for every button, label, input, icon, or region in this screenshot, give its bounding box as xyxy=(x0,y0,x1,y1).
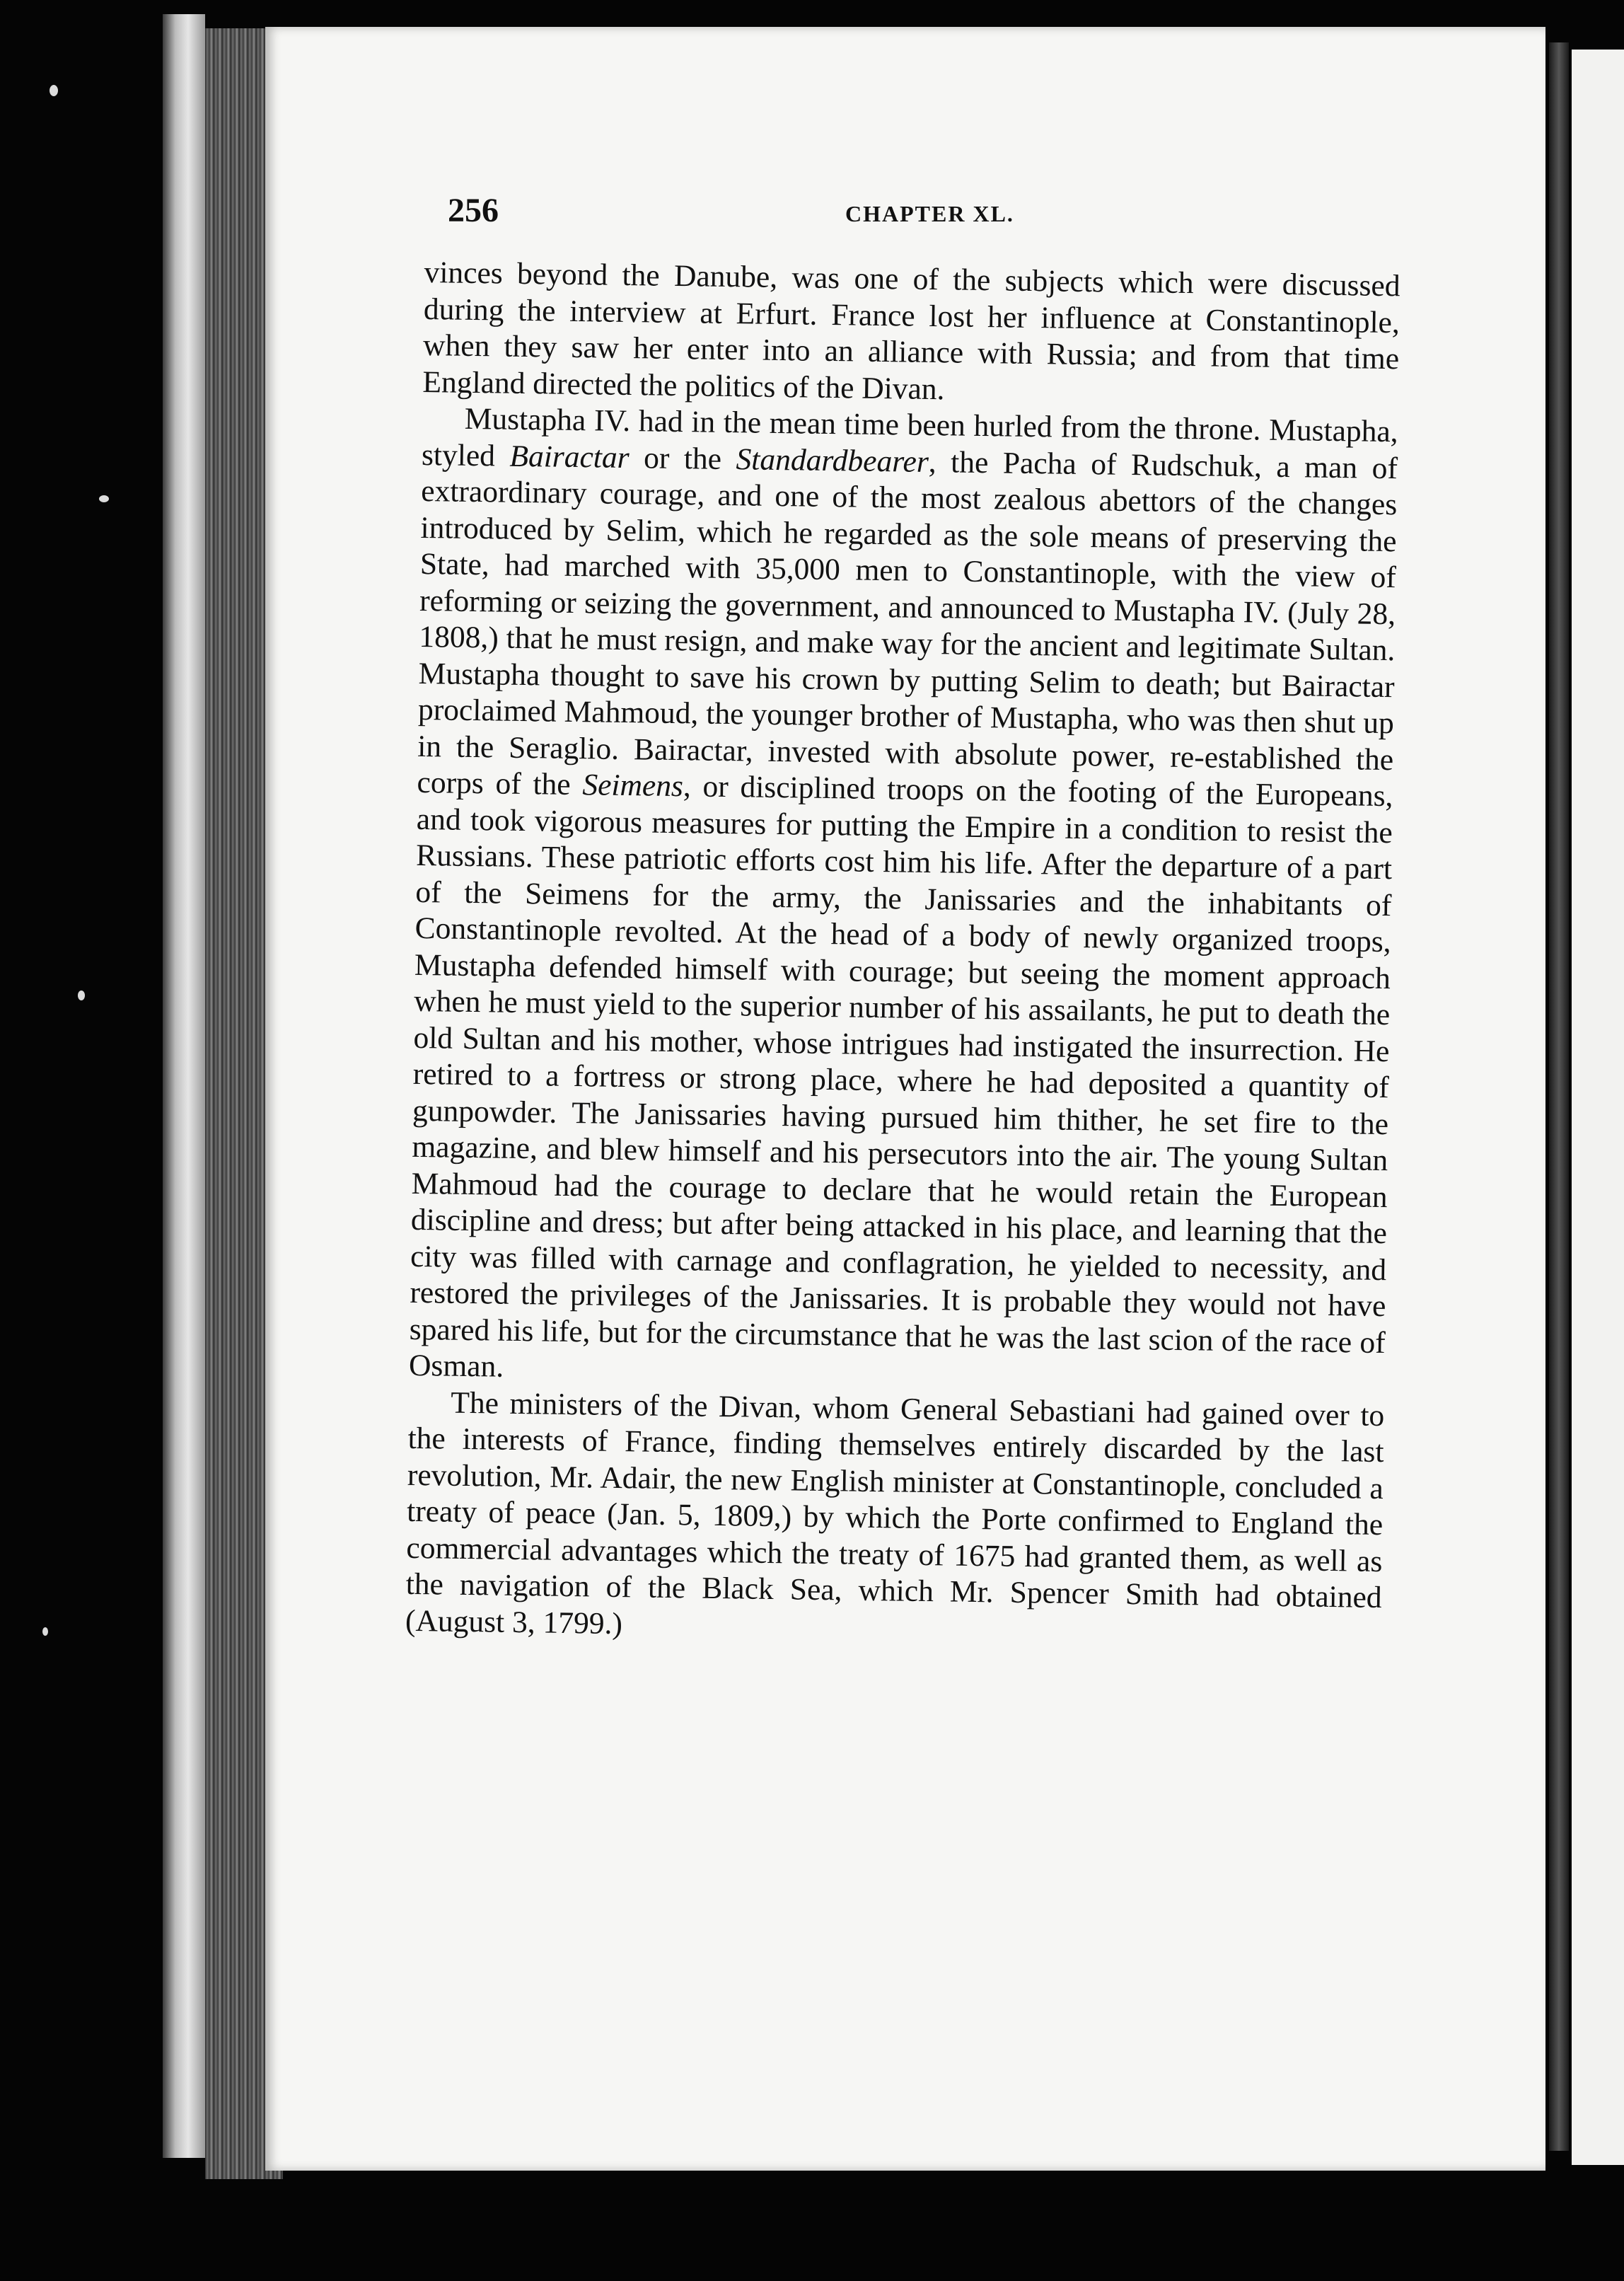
paragraph-2 xyxy=(409,400,1398,1398)
facing-page-edge xyxy=(1572,50,1624,2165)
italic-term-bairactar: Bairactar xyxy=(509,439,630,475)
paragraph-2-text: , or disciplined troops on the footing of the Europeans, and took vigorous measures for putting the Empire in a condition to resist the Russians. These patriotic efforts cost him his life. After the departure of a part of the Seimens for the army, the Janissaries and the inhabitants of Constantinople revolted. At the head of a body of newly organized troops, Mustapha defended himself with courage; but seeing the moment approach when he must yield to the superior number of his assailants, he put to death the old Sultan and his mother, whose intrigues had instigated the insurrection. He retired to a fortress or strong place, where he had deposited a quantity of gunpowder. The Janissaries having pursued him thither, he set fire to the magazine, and blew himself and his persecutors into the air. The young Sultan Mahmoud had the courage to declare that he would retain the European discipline and dress; but after being attacked in his place, and learning that the city was filled with carnage and conflagration, he yielded to necessity, and restored the privileges of the Janissaries. It is probable they would not have spared his life, but for the circumstance that he was the last scion of the race of Osman. xyxy=(408,769,1393,1384)
gutter-shadow xyxy=(1549,42,1569,2151)
page-header xyxy=(442,191,1397,241)
running-head: CHAPTER XL. xyxy=(845,201,1014,226)
italic-term-standardbearer: Standardbearer xyxy=(736,441,929,479)
body-text xyxy=(405,255,1400,1653)
paragraph-2-text: Mustapha IV. had in the mean time been hurled from the throne. Mustapha, styled xyxy=(421,401,1398,473)
italic-term-seimens: Seimens xyxy=(582,768,684,804)
book-binding-edge xyxy=(163,14,205,2158)
paragraph-3: The ministers of the Divan, whom General Sebastiani had gained over to the interests of France, finding themselves entirely discarded by the last revolution, Mr. Adair, the new English minister at Constantinople, concluded a treaty of peace (Jan. 5, 1809,) by which the Porte confirmed to England the commercial advantages which the treaty of 1675 had granted them, as well as the navigation of the Black Sea, which Mr. Spencer Smith had obtained (August 3, 1799.) xyxy=(405,1385,1385,1641)
dust-speck xyxy=(78,991,85,1000)
paragraph-1: vinces beyond the Danube, was one of the subjects which were discussed during the interview at Erfurt. France lost her influence at Constantinople, when they saw her enter into an alliance with Russia; and from that time England directed the politics of the Divan. xyxy=(422,255,1400,406)
paragraph-2-text: , the Pacha of Rudschuk, a man of extraordinary courage, and one of the most zealous abettors of the changes introduced by Selim, which he regarded as the sole means of preserving the State, had marched with 35,000 men to Constantinople, with the view of reforming or seizing the government, and announced to Mustapha IV. (July 28, 1808,) that he must resign, and make way for the ancient and legitimate Sultan. Mustapha thought to save his crown by putting Selim to death; but Bairactar proclaimed Mahmoud, the younger brother of Mustapha, who was then shut up in the Seraglio. Bairactar, invested with absolute power, re-established the corps of the xyxy=(417,444,1398,802)
dust-speck xyxy=(99,495,109,502)
page-number: 256 xyxy=(448,192,499,229)
dust-speck xyxy=(50,85,58,96)
dust-speck xyxy=(42,1627,48,1636)
paragraph-2-text: or the xyxy=(629,440,736,476)
